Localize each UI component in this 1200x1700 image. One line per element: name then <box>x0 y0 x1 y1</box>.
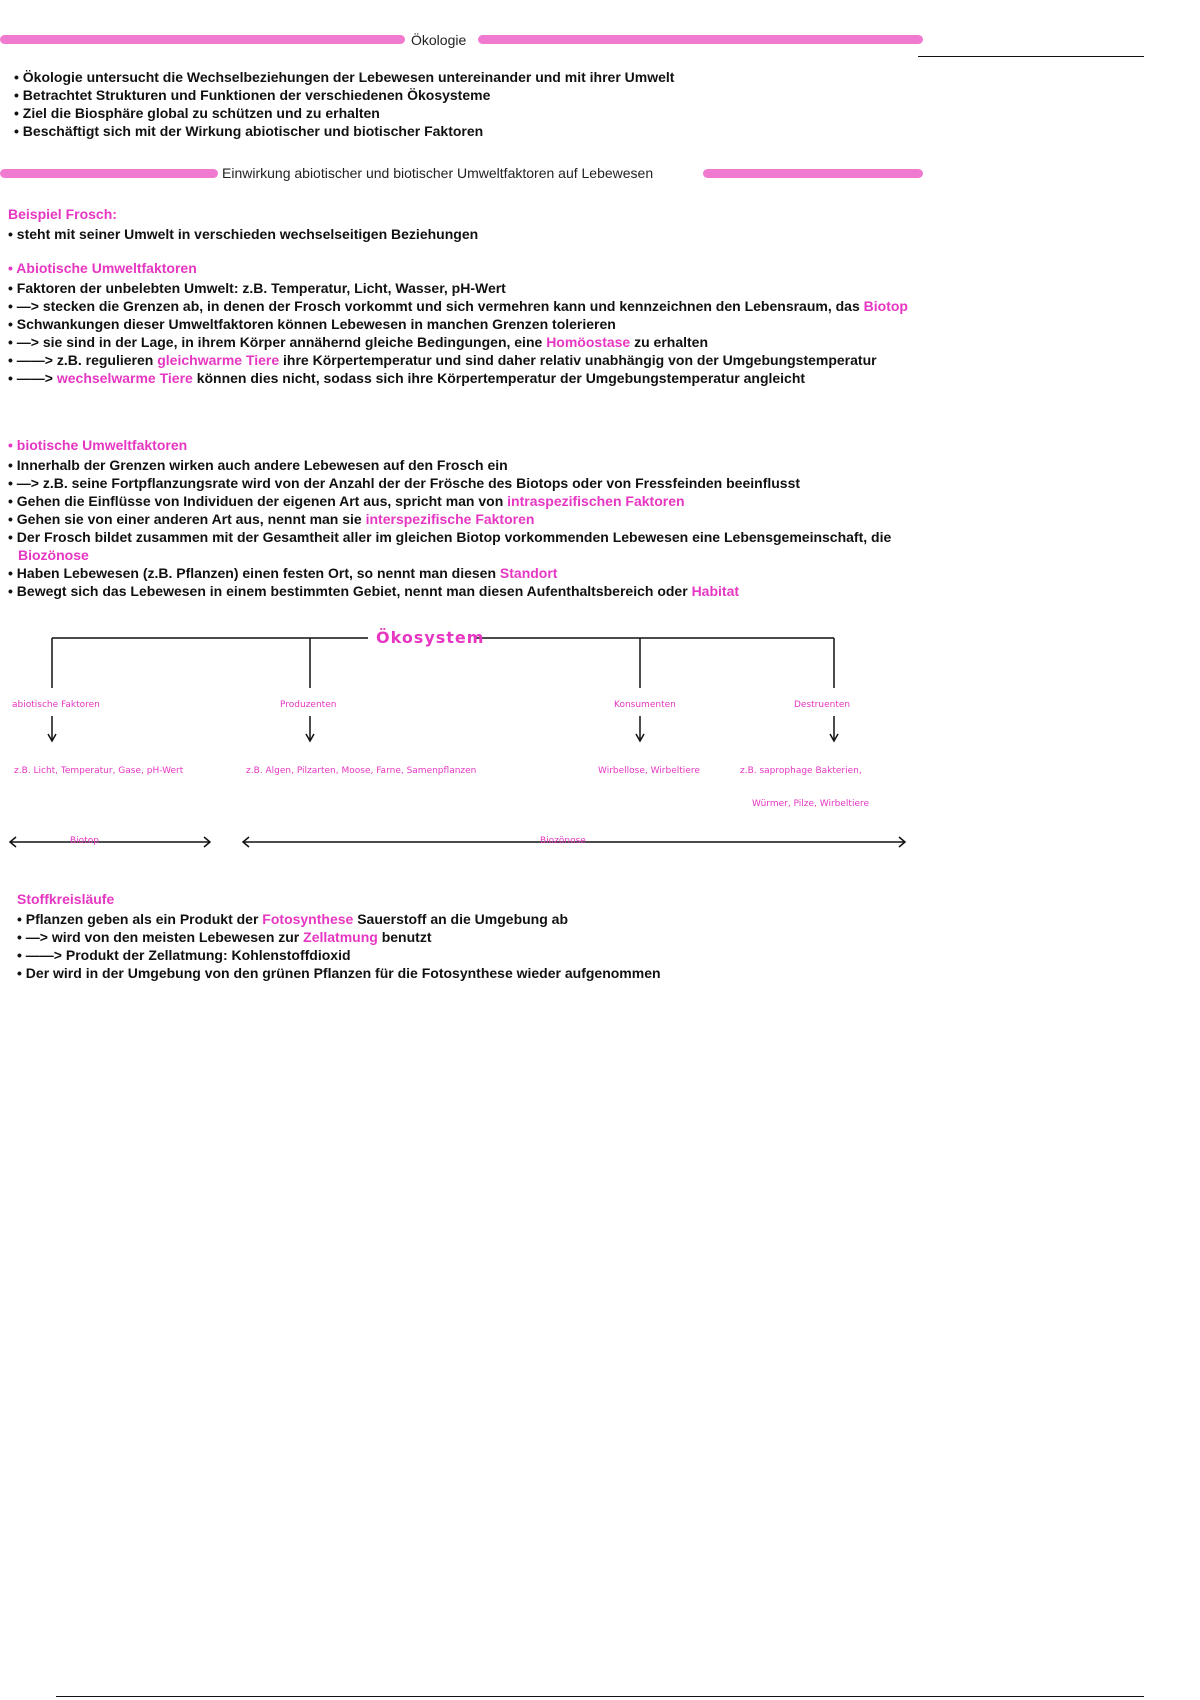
biotic-item: • Innerhalb der Grenzen wirken auch andere Lebewesen auf den Frosch ein <box>8 457 508 473</box>
node-producers-example: z.B. Algen, Pilzarten, Moose, Farne, Samenpflanzen <box>246 766 477 776</box>
biotic-item: • Der Frosch bildet zusammen mit der Gesamtheit aller im gleichen Biotop vorkommenden Lebewesen eine Lebensgemeinschaft, die Biozönose <box>8 529 892 563</box>
intro-bullet: • Betrachtet Strukturen und Funktionen der verschiedenen Ökosysteme <box>14 87 491 103</box>
node-consumers-example: Wirbellose, Wirbeltiere <box>598 766 700 776</box>
page-title: Ökologie <box>411 32 467 48</box>
node-abiotic-label: abiotische Faktoren <box>12 700 100 710</box>
intro-bullet: • Beschäftigt sich mit der Wirkung abiotischer und biotischer Faktoren <box>14 123 484 139</box>
cycles-block <box>17 890 897 982</box>
cycles-item: • Pflanzen geben als ein Produkt der Fotosynthese Sauerstoff an die Umgebung ab <box>17 911 569 927</box>
node-decomposers-example-2: Würmer, Pilze, Wirbeltiere <box>752 799 870 809</box>
abiotic-item: • Faktoren der unbelebten Umwelt: z.B. Temperatur, Licht, Wasser, pH-Wert <box>8 280 506 296</box>
title-bar-left <box>0 35 405 44</box>
abiotic-item: • —> stecken die Grenzen ab, in denen der Frosch vorkommt und sich vermehren kann und kennzeichnen den Lebensraum, das Biotop <box>8 298 908 314</box>
title-bar-right <box>478 35 923 44</box>
term-gleichwarm: gleichwarme Tiere <box>157 352 280 368</box>
biotic-item: • Haben Lebewesen (z.B. Pflanzen) einen festen Ort, so nennt man diesen Standort <box>8 565 558 581</box>
biotic-heading: • biotische Umweltfaktoren <box>8 437 188 453</box>
cycles-item: • —> wird von den meisten Lebewesen zur Zellatmung benutzt <box>17 929 432 945</box>
abiotic-item: • ——> wechselwarme Tiere können dies nicht, sodass sich ihre Körpertemperatur der Umgebungstemperatur angleicht <box>8 370 806 386</box>
term-biozoenose: Biozönose <box>18 547 89 563</box>
term-biotop: Biotop <box>863 298 908 314</box>
section-bar-right <box>703 169 923 178</box>
node-consumers-label: Konsumenten <box>614 700 676 710</box>
top-rule <box>918 56 1144 57</box>
biotic-item: • —> z.B. seine Fortpflanzungsrate wird von der Anzahl der der Frösche des Biotops oder von Fressfeinden beeinflusst <box>8 475 801 491</box>
intro-bullet: • Ökologie untersucht die Wechselbeziehungen der Lebewesen untereinander und mit ihrer Umwelt <box>14 69 675 85</box>
biotic-item: • Gehen die Einflüsse von Individuen der eigenen Art aus, spricht man von intraspezifischen Faktoren <box>8 493 685 509</box>
range-biotop-label: Biotop <box>70 836 99 846</box>
node-abiotic-example: z.B. Licht, Temperatur, Gase, pH-Wert <box>14 766 184 776</box>
term-habitat: Habitat <box>691 583 740 599</box>
node-decomposers-label: Destruenten <box>794 700 851 710</box>
biotic-block <box>8 436 908 600</box>
bottom-rule <box>56 1696 1144 1697</box>
abiotic-item: • —> sie sind in der Lage, in ihrem Körper annähernd gleiche Bedingungen, eine Homöostase zu erhalten <box>8 334 709 350</box>
frog-block <box>8 205 908 243</box>
term-homoeostase: Homöostase <box>546 334 631 350</box>
cycles-item: • Der wird in der Umgebung von den grünen Pflanzen für die Fotosynthese wieder aufgenommen <box>17 965 661 981</box>
abiotic-block <box>8 259 908 387</box>
abiotic-item: • Schwankungen dieser Umweltfaktoren können Lebewesen in manchen Grenzen tolerieren <box>8 316 616 332</box>
node-producers-label: Produzenten <box>280 700 337 710</box>
section-bar-left <box>0 169 218 178</box>
abiotic-item: • ——> z.B. regulieren gleichwarme Tiere ihre Körpertemperatur und sind daher relativ unabhängig von der Umgebungstemperatur <box>8 352 877 368</box>
term-intraspezifisch: intraspezifischen Faktoren <box>507 493 685 509</box>
section-title: Einwirkung abiotischer und biotischer Umweltfaktoren auf Lebewesen <box>222 165 654 181</box>
cycles-heading: Stoffkreisläufe <box>17 891 115 907</box>
term-fotosynthese: Fotosynthese <box>262 911 354 927</box>
term-wechselwarm: wechselwarme Tiere <box>56 370 193 386</box>
cycles-item: • ——> Produkt der Zellatmung: Kohlenstoffdioxid <box>17 947 351 963</box>
range-biozoenose-label: Biozönose <box>540 836 586 846</box>
abiotic-heading: • Abiotische Umweltfaktoren <box>8 260 197 276</box>
frog-line: • steht mit seiner Umwelt in verschieden wechselseitigen Beziehungen <box>8 226 479 242</box>
term-interspezifisch: interspezifische Faktoren <box>365 511 535 527</box>
intro-bullet: • Ziel die Biosphäre global zu schützen und zu erhalten <box>14 105 380 121</box>
term-standort: Standort <box>499 565 558 581</box>
biotic-item: • Bewegt sich das Lebewesen in einem bestimmten Gebiet, nennt man diesen Aufenthaltsbereich oder Habitat <box>8 583 740 599</box>
ecosystem-title: Ökosystem <box>376 628 485 647</box>
intro-bullets <box>14 68 674 140</box>
ecosystem-diagram-lines <box>0 620 920 850</box>
biotic-item: • Gehen sie von einer anderen Art aus, nennt man sie interspezifische Faktoren <box>8 511 535 527</box>
node-decomposers-example: z.B. saprophage Bakterien, <box>740 766 862 776</box>
frog-heading: Beispiel Frosch: <box>8 206 117 222</box>
term-zellatmung: Zellatmung <box>303 929 378 945</box>
